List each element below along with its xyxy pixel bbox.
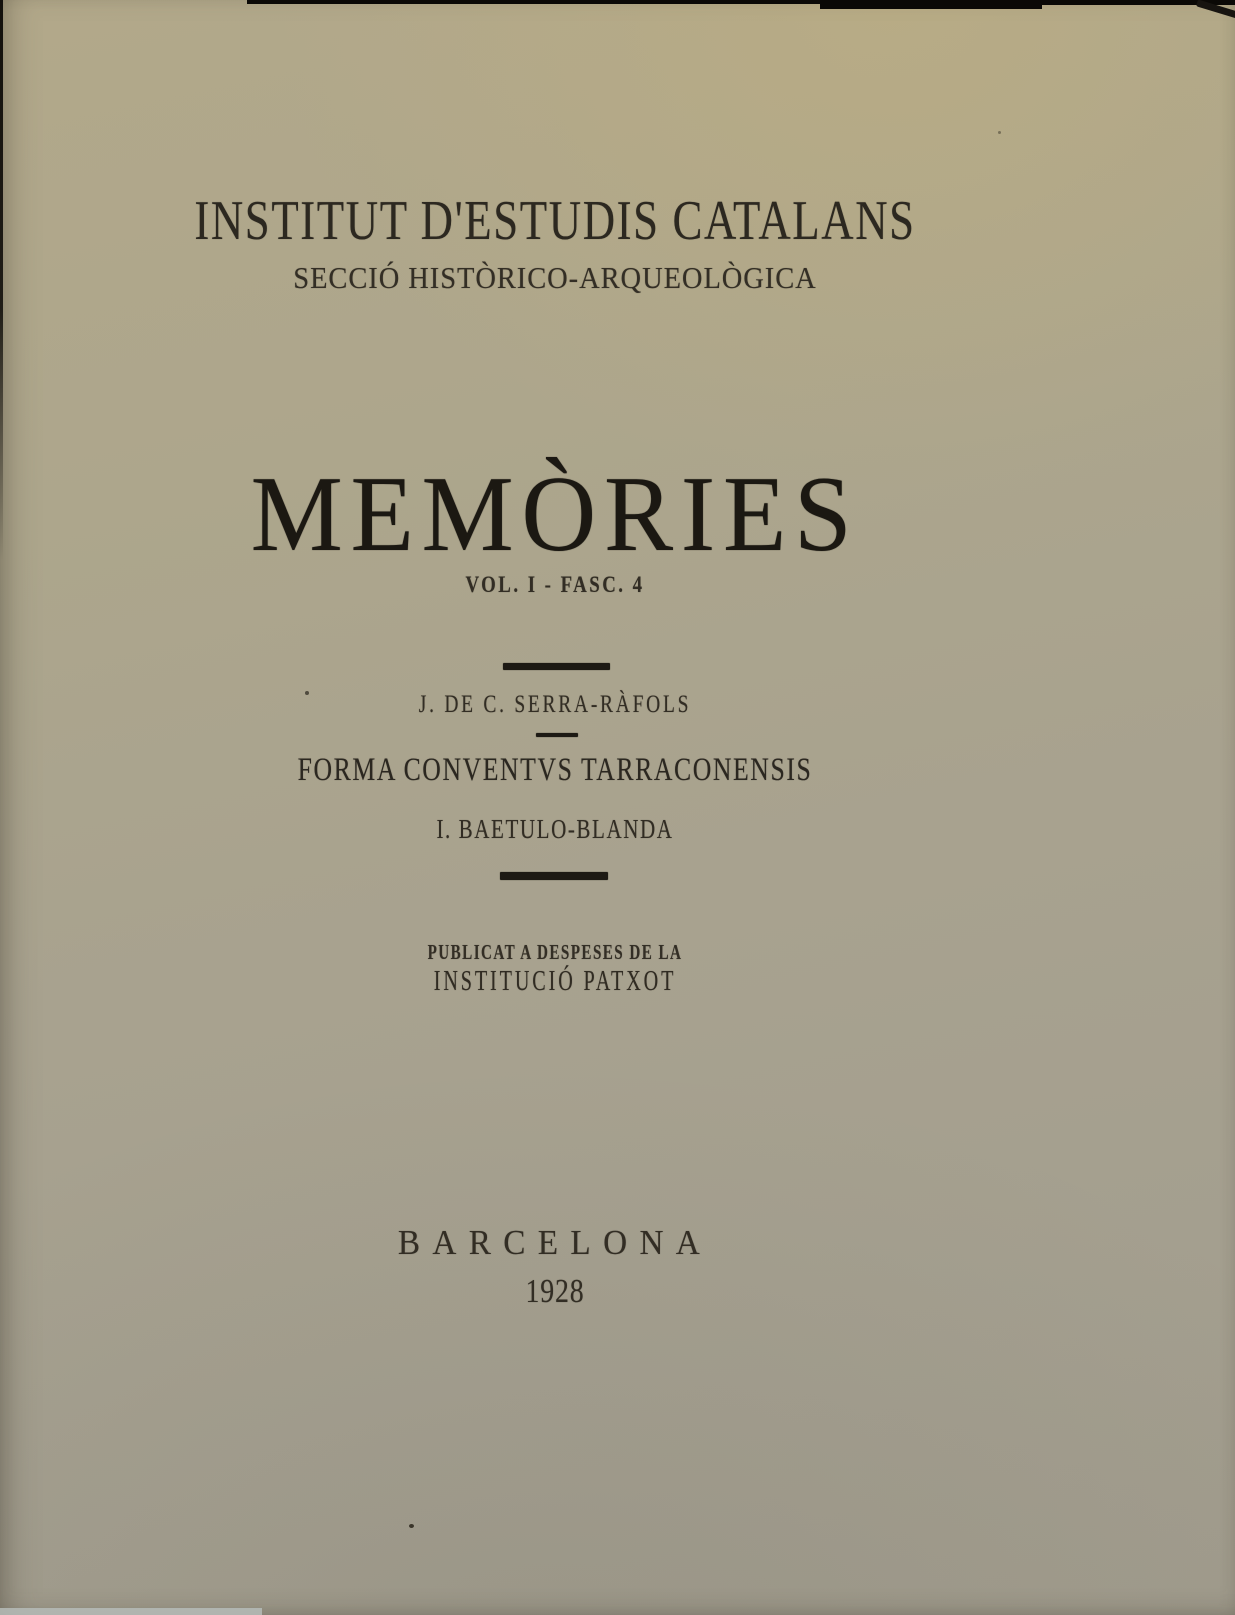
scan-edge-top-thin xyxy=(247,0,822,4)
work-subtitle: I. BAETULO-BLANDA xyxy=(436,814,674,844)
scan-bottom-strip xyxy=(0,1608,262,1615)
scan-edge-top-thick xyxy=(820,0,1042,9)
funding-statement-line1: PUBLICAT A DESPESES DE LA xyxy=(427,940,683,964)
paper-speck xyxy=(998,131,1001,134)
funding-statement-line2: INSTITUCIÓ PATXOT xyxy=(433,966,677,997)
author-name: J. DE C. SERRA-RÀFOLS xyxy=(418,691,692,718)
divider-rule-bottom xyxy=(500,872,608,880)
scan-edge-left xyxy=(0,0,3,560)
volume-fascicle-info: VOL. I - FASC. 4 xyxy=(465,572,645,597)
divider-rule-top xyxy=(503,663,610,670)
imprint-city: BARCELONA xyxy=(397,1223,713,1262)
paper-speck xyxy=(409,1524,414,1528)
divider-rule-small xyxy=(536,733,578,737)
publisher-name: INSTITUT D'ESTUDIS CATALANS xyxy=(194,190,916,252)
publisher-section: SECCIÓ HISTÒRICO-ARQUEOLÒGICA xyxy=(293,260,817,295)
series-title: MEMÒRIES xyxy=(250,455,860,574)
imprint-year: 1928 xyxy=(525,1273,585,1310)
work-title: FORMA CONVENTVS TARRACONENSIS xyxy=(297,752,813,788)
